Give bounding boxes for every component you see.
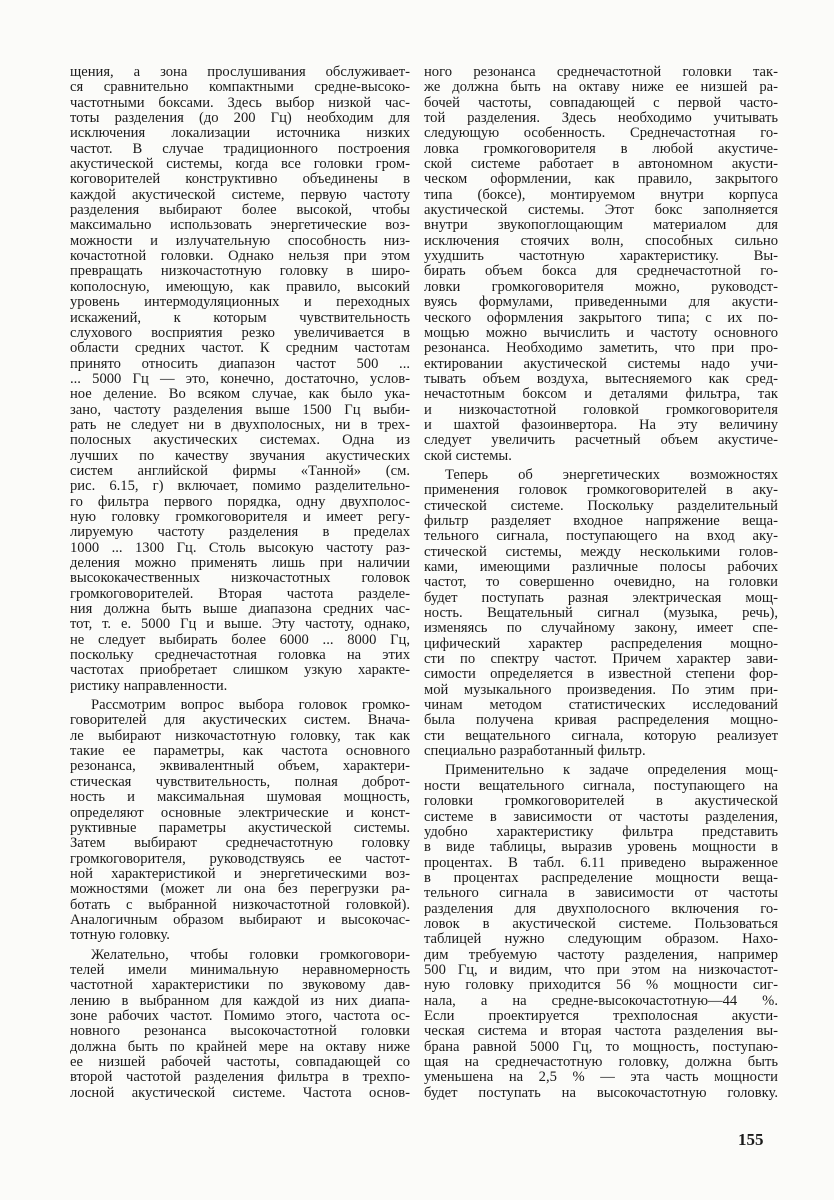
text-line: лируемую частоту разделения в пределах <box>70 524 410 541</box>
text-line: исключения локализации источника низких <box>70 125 410 142</box>
text-line: тывать объем воздуха, вытесняемого как сред- <box>424 370 778 387</box>
text-line: тоты разделения (до 200 Гц) необходим для <box>70 110 410 127</box>
text-line: ристику направленности. <box>70 677 228 694</box>
text-line: поскольку среднечастотная головка на этих <box>70 647 410 664</box>
paragraph <box>70 698 410 944</box>
text-line: максимально использовать энергетические воз- <box>70 217 410 234</box>
text-line: ческом оформлении, как правило, закрытого <box>424 171 778 188</box>
text-line: руктивные параметры акустической системы. <box>70 819 410 836</box>
page-number: 155 <box>738 1130 764 1149</box>
text-line: ную головку приходится 56 % мощности сиг- <box>424 977 778 994</box>
text-line: рать не следует ни в двухполосных, ни в трех- <box>70 416 410 433</box>
text-line: коговорителей конструктивно объединены в <box>70 171 410 188</box>
text-line: Желательно, чтобы головки громкоговори- <box>91 946 410 963</box>
text-line: нала, а на средне-высокочастотную—44 %. <box>424 992 778 1009</box>
text-line: систем английской фирмы «Танной» (см. <box>70 462 410 479</box>
text-line: области средних частот. К средним частотам <box>70 340 410 357</box>
text-line: частот, то совершенно очевидно, на головки <box>424 574 778 591</box>
text-line: 500 Гц, и видим, что при этом на низкочастот- <box>424 961 778 978</box>
text-line: го фильтра первого порядка, одну двухполос- <box>70 493 410 510</box>
text-line: типа (боксе), монтируемом внутри корпуса <box>424 186 778 203</box>
text-line: ле выбирают низкочастотную головку, так как <box>70 727 410 744</box>
text-line: Применительно к задаче определения мощ- <box>445 762 778 779</box>
text-line: стической системе. Поскольку разделительный <box>424 497 778 514</box>
text-line: в виде таблицы, выразив уровень мощности в <box>424 839 778 856</box>
text-line: ектировании акустической системы надо учи- <box>424 355 778 372</box>
paragraph <box>424 468 778 760</box>
paragraph <box>70 65 410 694</box>
text-line: изменяясь по случайному закону, имеет спе- <box>424 620 778 637</box>
text-line: ной характеристикой и энергетическими воз- <box>70 865 410 882</box>
text-line: системе в зависимости от частоты разделения, <box>424 808 778 825</box>
text-line: искажений, к которым чувствительность <box>70 309 410 326</box>
text-line: лению в выбранном для каждой из них диапа- <box>70 992 410 1009</box>
text-line: принято относить диапазон частот 500 ... <box>70 355 410 372</box>
text-line: сти по спектру частот. Причем характер зави- <box>424 651 778 668</box>
text-line: была получена кривая распределения мощно- <box>424 712 778 729</box>
text-line: деления можно применять лишь при наличии <box>70 555 410 571</box>
text-line: такие ее параметры, как частота основного <box>70 743 410 760</box>
text-line: ботать с выбранной низкочастотной головкой). <box>70 896 410 913</box>
text-line: можностями (может ли она без перегрузки ра- <box>70 881 410 898</box>
text-line: новного резонанса высокочастотной головки <box>70 1023 410 1040</box>
text-line: Затем выбирают среднечастотную головку <box>70 835 410 852</box>
text-line: удобно характеристику фильтра представить <box>424 823 778 840</box>
text-line: в процентах распределение мощности веща- <box>424 869 778 886</box>
text-line: следует увеличить расчетный объем акустиче- <box>424 432 778 449</box>
text-line: можности и излучательную способность низ- <box>70 232 410 249</box>
text-line: кополосную, имеющую, как правило, высокий <box>70 278 410 295</box>
text-line: мощью можно вычислить и частоту основного <box>424 324 778 341</box>
paragraph <box>424 763 778 1101</box>
text-line: ухудшить частотную характеристику. Вы- <box>424 248 778 265</box>
paragraph <box>70 948 410 1101</box>
text-line: тотную головку. <box>70 927 170 944</box>
text-line: ного резонанса среднечастотной головки так- <box>424 64 778 80</box>
text-line: таблицей нужно следующим образом. Нахо- <box>424 931 778 948</box>
text-line: должна быть по крайней мере на октаву ниже <box>70 1038 410 1055</box>
text-line: рис. 6.15, г) включает, помимо разделительно- <box>70 478 410 495</box>
text-line: цифический характер распределения мощно- <box>424 635 778 652</box>
text-line: процентах. В табл. 6.11 приведено выраженное <box>424 854 778 871</box>
text-line: разделения для двухполосного включения го- <box>424 900 778 917</box>
text-line: применения головок громкоговорителей в аку- <box>424 482 778 499</box>
text-line: внутри звукопоглощающим материалом для <box>424 217 778 234</box>
text-line: определяют основные электрические и конст- <box>70 804 410 821</box>
text-line: высококачественных низкочастотных головок <box>70 570 410 587</box>
text-line: резонанса. Необходимо заметить, что при про- <box>424 340 778 357</box>
text-line: ее низшей рабочей частоты, совпадающей со <box>70 1054 410 1070</box>
text-line: будет поступать разная электрическая мощ- <box>424 589 778 606</box>
text-line: тот, т. е. 5000 Гц и выше. Эту частоту, однако, <box>70 616 410 633</box>
text-line: зоне рабочих частот. Помимо этого, частота ос- <box>70 1007 410 1024</box>
text-line: фильтр разделяет входное напряжение веща- <box>424 512 778 529</box>
text-line: Аналогичным образом выбирают и высокочас- <box>70 911 410 928</box>
text-line: говорителей для акустических систем. Внача- <box>70 712 410 729</box>
text-line: и шахтой фазоинвертора. На эту величину <box>424 416 778 433</box>
text-column-right <box>424 65 778 1105</box>
text-line: лосной акустической системе. Частота основ- <box>70 1084 410 1101</box>
text-line: ками, имеющими различные полосы рабочих <box>424 559 778 575</box>
text-line: сти вещательного сигнала, которую реализует <box>424 727 778 744</box>
text-line: Рассмотрим вопрос выбора головок громко- <box>91 697 410 714</box>
text-line: полосных акустических системах. Одна из <box>70 432 410 449</box>
text-line: симости определяется в известной степени фор- <box>424 666 778 683</box>
text-line: слухового восприятия резко увеличивается в <box>70 324 410 341</box>
text-line: ность. Вещательный сигнал (музыка, речь), <box>424 605 778 622</box>
paragraph <box>424 65 778 464</box>
text-line: превращать низкочастотную головку в широ- <box>70 263 410 280</box>
text-line: бирать объем бокса для среднечастотной го- <box>424 263 778 280</box>
text-line: ловки громкоговорителя можно, руководст- <box>424 278 778 295</box>
text-line: не следует выбирать более 6000 ... 8000 Гц, <box>70 631 410 648</box>
text-line: второй частотой разделения фильтра в трехпо- <box>70 1069 410 1086</box>
text-line: же должна быть на октаву ниже ее низшей ра- <box>424 79 778 96</box>
text-line: ской системе работает в автономном акусти- <box>424 156 778 173</box>
text-line: щая на среднечастотную головку, должна быть <box>424 1054 778 1070</box>
text-line: акустической системы, когда все головки гром- <box>70 156 410 173</box>
text-line: и низкочастотной головкой громкоговорителя <box>424 401 778 418</box>
text-line: бочей частоты, совпадающей с первой часто- <box>424 94 778 111</box>
text-line: кочастотной головки. Однако нельзя при этом <box>70 248 410 265</box>
text-line: следующую особенность. Среднечастотная го- <box>424 125 778 142</box>
text-line: дим требуемую частоту разделения, например <box>424 946 778 963</box>
text-line: ческая система и вторая частота разделения вы- <box>424 1023 778 1040</box>
text-line: лучших по качеству звучания акустических <box>70 447 410 464</box>
text-line: той разделения. Здесь необходимо учитывать <box>424 110 778 127</box>
text-line: разделения выбирают более высокой, чтобы <box>70 202 410 219</box>
text-line: стической системы, между несколькими голов- <box>424 543 778 560</box>
text-line: телей имели минимальную неравномерность <box>70 961 410 978</box>
text-line: будет поступать на высокочастотную головку. <box>424 1084 778 1101</box>
text-line: акустической системы. Этот бокс заполняется <box>424 202 778 219</box>
text-line: Если проектируется трехполосная акусти- <box>424 1007 778 1024</box>
text-line: ности вещательного сигнала, поступающего на <box>424 777 778 794</box>
text-line: ния должна быть выше диапазона средних час- <box>70 601 410 618</box>
text-line: 1000 ... 1300 Гц. Столь высокую частоту раз- <box>70 539 410 556</box>
text-line: ловок в акустической системе. Пользоваться <box>424 915 778 932</box>
text-line: ность и максимальная шумовая мощность, <box>70 789 410 806</box>
text-line: зано, частоту разделения выше 1500 Гц выби- <box>70 401 410 418</box>
text-line: мой музыкального произведения. По этим при- <box>424 681 778 698</box>
text-line: брана равной 5000 Гц, то мощность, поступаю- <box>424 1038 778 1055</box>
text-line: нечастотным боксом и деталями фильтра, так <box>424 386 778 403</box>
text-line: уменьшена на 2,5 % — эта часть мощности <box>424 1069 778 1086</box>
text-line: частот. В случае традиционного построения <box>70 140 410 157</box>
text-line: стическая чувствительность, полная доброт- <box>70 773 410 790</box>
text-line: ную головку громкоговорителя и имеет регу- <box>70 508 410 525</box>
text-line: чинам методом статистических исследований <box>424 697 778 714</box>
text-line: ... 5000 Гц — это, конечно, достаточно, услов- <box>70 370 410 387</box>
text-line: частотной характеристики по звуковому дав- <box>70 977 410 994</box>
text-line: ческого оформления закрытого типа; с их по- <box>424 309 778 326</box>
text-line: громкоговорителя, руководствуясь ее частот- <box>70 850 410 867</box>
text-line: ное деление. Во всяком случае, как было ука- <box>70 386 410 403</box>
text-line: резонанса, эквивалентный объем, характери- <box>70 758 410 775</box>
text-line: ловка громкоговорителя в любой акустиче- <box>424 140 778 157</box>
text-line: частотах приобретает слишком узкую характе- <box>70 662 410 679</box>
text-line: головки громкоговорителей в акустической <box>424 793 778 810</box>
text-line: Теперь об энергетических возможностях <box>445 466 778 483</box>
text-line: специально разработанный фильтр. <box>424 743 646 760</box>
text-column-left <box>70 65 410 1105</box>
text-line: тельного сигнала в зависимости от частоты <box>424 885 778 902</box>
text-line: тельного сигнала, поступающего на вход аку- <box>424 528 778 545</box>
text-line: исключения стоячих волн, способных сильно <box>424 232 778 249</box>
text-line: каждой акустической системе, первую частоту <box>70 186 410 203</box>
text-line: ской системы. <box>424 447 512 464</box>
text-line: вуясь формулами, приведенными для акусти- <box>424 294 778 311</box>
text-line: щения, а зона прослушивания обслуживает- <box>70 64 410 80</box>
text-line: ся сравнительно компактными средне-высоко- <box>70 79 410 96</box>
text-line: громкоговорителей. Вторая частота разделе- <box>70 585 410 602</box>
text-line: уровень интермодуляционных и переходных <box>70 294 410 311</box>
text-line: частотными боксами. Здесь выбор низкой час- <box>70 94 410 111</box>
